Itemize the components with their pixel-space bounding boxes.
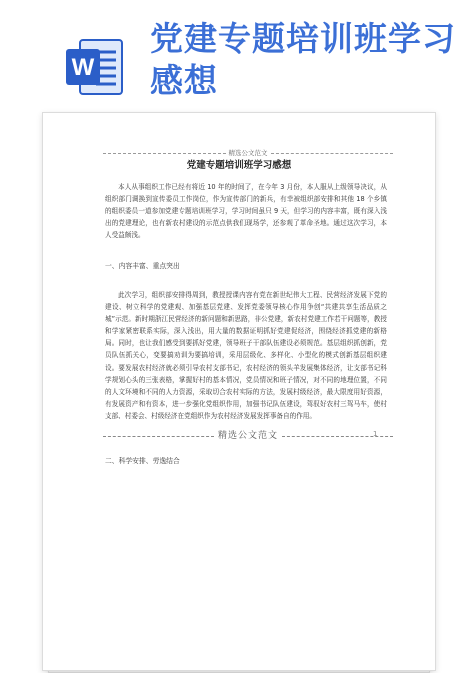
page-number: 1 bbox=[373, 430, 378, 438]
page-footer bbox=[103, 430, 393, 442]
svg-text:W: W bbox=[71, 54, 95, 81]
footer-divider bbox=[103, 436, 214, 437]
document-title: 党建专题培训班学习感想 bbox=[186, 160, 292, 171]
banner-title: 党建专题培训班学习感想 bbox=[150, 19, 456, 100]
section-heading: 二、科学安排、劳逸结合 bbox=[105, 457, 180, 465]
page-header bbox=[103, 149, 393, 157]
word-document-icon bbox=[64, 36, 126, 98]
header-label: 精选公文范文 bbox=[228, 149, 268, 157]
paragraph: 此次学习，组织部安排得周到，教授授课内容有党在新世纪伟大工程、民营经济发展下党的建设、树立科学的党建观、加强基层党建、发挥党委领导核心作用争创“共建共享生活品质之城”示范。新时期浙江民营经济的新问题和新思路，非公党建，新农村党建工作若干问题等，教授和学家紧密联系实际，深入浅出，用大量的数据证明抓好党建促经济，围绕经济抓党建的新格局。同时，也让我们感受到要抓好党建，领导班子干部队伍建设必须规范。基层组织抓创新，党员队伍抓关心，变要搞劝训为要搞培训，采用层级化、多样化、小型化的模式创新基层组织建设。要发展农村经济就必须引导农村支部书记，农村经济的领头羊发展集体经济，让支部书记科学规划心头的三张表格，掌握好村的基本情况，党员情况和班子情况，对不同的地理位置，不同的人文环境和不同的人力资源，采取切合农村实际的方法，发展村级经济，最大限度用好资源，有发展资产和有资本，进一步强化党组织作用，加强书记队伍建设，驾驭好农村三驾马车，使村支部、村委会、村级经济在党组织作为农村经济发展发挥事备自的作用。 bbox=[105, 291, 387, 420]
header-divider bbox=[271, 153, 394, 154]
footer-label: 精选公文范文 bbox=[218, 431, 279, 441]
document-preview bbox=[42, 112, 434, 669]
header-divider bbox=[103, 153, 226, 154]
section-heading: 一、内容丰富、重点突出 bbox=[105, 262, 180, 270]
paragraph: 本人从事组织工作已经有将近 10 年的时间了，在今年 3 月份，本人服从上级领导决议，从组织部门调换到宣传委员工作岗位，作为宣传部门的新兵，有幸被组织部安排和其他 18 个乡镇的组织委员一道参加党建专题培训班学习，学习时间虽只 9 天，但学习的内容丰富，既有深入浅出的党建理论，也有新农村建设的示范点供我们现场学，还参观了革命圣地。通过这次学习，本人受益颇浅。 bbox=[105, 183, 387, 240]
document-page bbox=[42, 112, 436, 671]
document-banner bbox=[0, 0, 474, 112]
